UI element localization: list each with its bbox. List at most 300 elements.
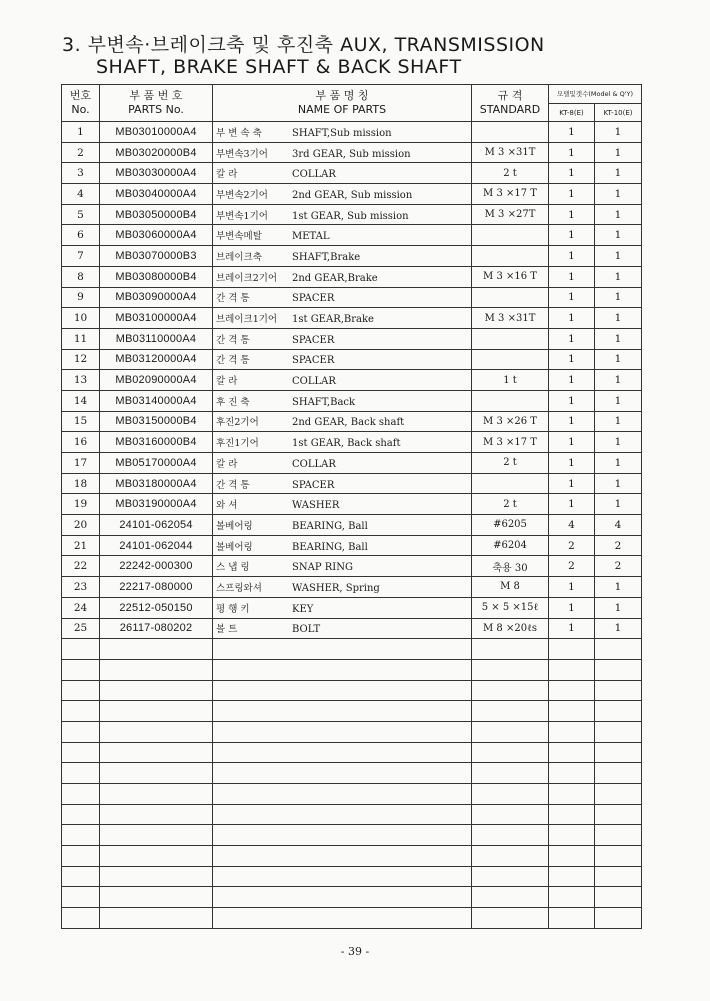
empty-cell [595, 887, 642, 908]
row-number: 21 [62, 535, 100, 556]
table-row [62, 349, 642, 370]
part-standard [472, 349, 549, 370]
part-name-kr: 와 셔 [216, 500, 238, 512]
empty-cell [62, 846, 100, 867]
empty-cell [595, 825, 642, 846]
empty-cell [213, 659, 472, 680]
qty-model-2: 1 [595, 390, 642, 411]
table-row [62, 142, 642, 163]
part-standard: M 8 ×20ℓs [472, 618, 549, 639]
empty-cell [213, 866, 472, 887]
qty-model-1: 1 [549, 266, 595, 287]
part-name [213, 618, 472, 639]
table-row [62, 494, 642, 515]
part-number: 24101-062044 [100, 535, 213, 556]
qty-model-1: 1 [549, 328, 595, 349]
part-name-en: SNAP RING [292, 562, 353, 574]
qty-model-1: 2 [549, 556, 595, 577]
empty-cell [549, 825, 595, 846]
part-name-kr: 간 격 통 [216, 293, 250, 305]
empty-cell [62, 784, 100, 805]
empty-cell [100, 804, 213, 825]
empty-row [62, 639, 642, 660]
table-row [62, 246, 642, 267]
empty-cell [472, 887, 549, 908]
part-name [213, 494, 472, 515]
qty-model-1: 1 [549, 122, 595, 143]
empty-cell [595, 846, 642, 867]
qty-model-1: 2 [549, 535, 595, 556]
part-name-en: SHAFT,Sub mission [292, 127, 392, 139]
part-number: MB03100000A4 [100, 308, 213, 329]
empty-cell [472, 742, 549, 763]
empty-cell [595, 701, 642, 722]
empty-cell [100, 659, 213, 680]
qty-model-1: 1 [549, 577, 595, 598]
header-no-kr: 번호 [69, 89, 92, 102]
empty-cell [549, 846, 595, 867]
empty-cell [472, 763, 549, 784]
header-name-kr: 부 품 명 칭 [315, 89, 369, 102]
qty-model-2: 1 [595, 349, 642, 370]
empty-cell [213, 742, 472, 763]
row-number: 25 [62, 618, 100, 639]
empty-cell [213, 846, 472, 867]
empty-cell [472, 825, 549, 846]
row-number: 12 [62, 349, 100, 370]
empty-cell [549, 908, 595, 929]
part-standard: M 3 ×27T [472, 204, 549, 225]
empty-cell [62, 701, 100, 722]
part-number: MB03050000B4 [100, 204, 213, 225]
empty-row [62, 701, 642, 722]
empty-row [62, 825, 642, 846]
part-name [213, 225, 472, 246]
empty-cell [472, 908, 549, 929]
part-name-en: SPACER [292, 479, 335, 491]
empty-cell [595, 680, 642, 701]
empty-cell [62, 825, 100, 846]
part-name [213, 287, 472, 308]
part-name [213, 184, 472, 205]
qty-model-2: 1 [595, 246, 642, 267]
part-name [213, 556, 472, 577]
part-name [213, 328, 472, 349]
header-model-1: KT-8(E) [549, 104, 595, 122]
table-row [62, 204, 642, 225]
header-part-no-kr: 부 품 번 호 [129, 89, 183, 102]
empty-cell [472, 680, 549, 701]
empty-cell [472, 866, 549, 887]
empty-cell [213, 887, 472, 908]
part-standard: M 3 ×17 T [472, 184, 549, 205]
row-number: 11 [62, 328, 100, 349]
part-name-kr: 부 변 속 축 [216, 127, 262, 139]
part-name [213, 246, 472, 267]
title-line-1: 3. 부변속·브레이크축 및 후진축 AUX, TRANSMISSION [62, 34, 545, 56]
qty-model-2: 1 [595, 308, 642, 329]
row-number: 2 [62, 142, 100, 163]
table-row [62, 556, 642, 577]
part-name-en: BEARING, Ball [292, 520, 368, 532]
qty-model-2: 1 [595, 432, 642, 453]
part-name [213, 122, 472, 143]
empty-cell [100, 763, 213, 784]
part-number: MB03150000B4 [100, 411, 213, 432]
empty-cell [549, 721, 595, 742]
qty-model-1: 1 [549, 308, 595, 329]
table-row [62, 328, 642, 349]
empty-cell [213, 721, 472, 742]
empty-cell [62, 763, 100, 784]
table-row [62, 184, 642, 205]
qty-model-2: 1 [595, 453, 642, 474]
empty-row [62, 846, 642, 867]
qty-model-1: 1 [549, 390, 595, 411]
part-name [213, 142, 472, 163]
part-name [213, 370, 472, 391]
row-number: 24 [62, 597, 100, 618]
empty-cell [100, 742, 213, 763]
empty-cell [62, 680, 100, 701]
part-name-kr: 칼 라 [216, 169, 238, 181]
part-name [213, 308, 472, 329]
qty-model-2: 1 [595, 122, 642, 143]
empty-cell [595, 659, 642, 680]
qty-model-2: 1 [595, 287, 642, 308]
empty-cell [549, 804, 595, 825]
part-standard: 2 t [472, 494, 549, 515]
empty-cell [213, 701, 472, 722]
empty-row [62, 804, 642, 825]
empty-row [62, 680, 642, 701]
part-name-kr: 부변속3기어 [216, 148, 268, 160]
part-name-kr: 후진1기어 [216, 438, 259, 450]
empty-row [62, 721, 642, 742]
qty-model-1: 1 [549, 453, 595, 474]
table-row [62, 308, 642, 329]
part-name-en: 2nd GEAR, Sub mission [292, 189, 413, 201]
qty-model-2: 1 [595, 204, 642, 225]
part-name-kr: 볼베어링 [216, 520, 253, 532]
qty-model-1: 1 [549, 287, 595, 308]
empty-cell [213, 908, 472, 929]
part-number: 22512-050150 [100, 597, 213, 618]
empty-cell [595, 721, 642, 742]
row-number: 4 [62, 184, 100, 205]
qty-model-1: 1 [549, 411, 595, 432]
title-line-2: SHAFT, BRAKE SHAFT & BACK SHAFT [96, 56, 462, 78]
empty-cell [549, 701, 595, 722]
part-standard: M 8 [472, 577, 549, 598]
qty-model-1: 1 [549, 204, 595, 225]
part-name-kr: 평 행 키 [216, 603, 250, 615]
part-name [213, 453, 472, 474]
empty-row [62, 908, 642, 929]
qty-model-2: 2 [595, 535, 642, 556]
table-row [62, 597, 642, 618]
empty-cell [549, 639, 595, 660]
part-name [213, 163, 472, 184]
empty-cell [549, 784, 595, 805]
qty-model-1: 1 [549, 163, 595, 184]
empty-cell [100, 639, 213, 660]
part-number: 24101-062054 [100, 515, 213, 536]
header-no-en: No. [71, 103, 90, 116]
part-name-en: 1st GEAR,Brake [292, 314, 374, 326]
qty-model-2: 1 [595, 370, 642, 391]
part-name-en: 1st GEAR, Sub mission [292, 210, 409, 222]
part-name-kr: 브레이크1기어 [216, 314, 278, 326]
part-standard: 2 t [472, 453, 549, 474]
part-number: MB03030000A4 [100, 163, 213, 184]
part-name-kr: 부변속메탈 [216, 231, 262, 243]
part-name [213, 535, 472, 556]
part-standard: 2 t [472, 163, 549, 184]
empty-cell [472, 701, 549, 722]
part-standard: M 3 ×16 T [472, 266, 549, 287]
header-part-no-en: PARTS No. [128, 103, 184, 116]
table-row [62, 515, 642, 536]
header-standard-en: STANDARD [479, 103, 541, 116]
part-name-en: SHAFT,Brake [292, 251, 361, 263]
part-name [213, 515, 472, 536]
empty-cell [549, 680, 595, 701]
empty-cell [100, 701, 213, 722]
empty-row [62, 763, 642, 784]
part-number: 22242-000300 [100, 556, 213, 577]
part-name-kr: 간 격 통 [216, 479, 250, 491]
header-model-qty: 모델및갯수(Model & Q'Y) [549, 85, 642, 104]
empty-cell [472, 846, 549, 867]
row-number: 18 [62, 473, 100, 494]
empty-cell [213, 680, 472, 701]
qty-model-2: 2 [595, 556, 642, 577]
empty-cell [472, 804, 549, 825]
part-name [213, 349, 472, 370]
empty-cell [595, 639, 642, 660]
qty-model-1: 1 [549, 349, 595, 370]
empty-cell [100, 866, 213, 887]
empty-cell [62, 887, 100, 908]
part-standard [472, 287, 549, 308]
part-name-kr: 부변속1기어 [216, 210, 268, 222]
empty-cell [549, 763, 595, 784]
header-standard [472, 85, 549, 122]
empty-cell [62, 866, 100, 887]
empty-row [62, 659, 642, 680]
empty-cell [62, 721, 100, 742]
qty-model-2: 1 [595, 266, 642, 287]
part-name-en: SPACER [292, 334, 335, 346]
part-name-en: METAL [292, 231, 330, 243]
part-number: MB05170000A4 [100, 453, 213, 474]
empty-cell [595, 866, 642, 887]
header-standard-kr: 규 격 [497, 89, 523, 102]
part-number: MB03060000A4 [100, 225, 213, 246]
part-standard [472, 473, 549, 494]
empty-cell [100, 846, 213, 867]
row-number: 19 [62, 494, 100, 515]
part-name-en: WASHER [292, 500, 340, 512]
part-standard [472, 390, 549, 411]
header-no [62, 85, 100, 122]
empty-cell [62, 908, 100, 929]
table-row [62, 122, 642, 143]
part-number: MB03080000B4 [100, 266, 213, 287]
part-number: MB03120000A4 [100, 349, 213, 370]
empty-cell [100, 784, 213, 805]
empty-cell [549, 659, 595, 680]
part-name-en: WASHER, Spring [292, 582, 380, 594]
row-number: 1 [62, 122, 100, 143]
empty-cell [472, 721, 549, 742]
qty-model-2: 1 [595, 142, 642, 163]
part-name-kr: 칼 라 [216, 376, 238, 388]
part-name [213, 473, 472, 494]
empty-cell [595, 804, 642, 825]
table-header-row [62, 85, 642, 104]
empty-cell [100, 908, 213, 929]
qty-model-2: 1 [595, 163, 642, 184]
table-row [62, 287, 642, 308]
part-name-en: 2nd GEAR, Back shaft [292, 417, 405, 429]
part-number: MB03160000B4 [100, 432, 213, 453]
part-standard: 5 × 5 ×15ℓ [472, 597, 549, 618]
table-row [62, 432, 642, 453]
qty-model-1: 1 [549, 618, 595, 639]
table-row [62, 577, 642, 598]
qty-model-2: 1 [595, 184, 642, 205]
empty-cell [595, 742, 642, 763]
part-name-kr: 스프링와셔 [216, 582, 262, 594]
table-row [62, 453, 642, 474]
qty-model-1: 1 [549, 142, 595, 163]
header-name [213, 85, 472, 122]
empty-cell [62, 639, 100, 660]
part-number: MB03140000A4 [100, 390, 213, 411]
empty-cell [100, 680, 213, 701]
part-name-en: 3rd GEAR, Sub mission [292, 148, 411, 160]
empty-cell [549, 866, 595, 887]
empty-cell [549, 742, 595, 763]
part-name-kr: 간 격 통 [216, 355, 250, 367]
empty-cell [213, 639, 472, 660]
page-title [62, 34, 662, 78]
empty-row [62, 866, 642, 887]
part-name [213, 204, 472, 225]
part-name [213, 597, 472, 618]
empty-cell [100, 825, 213, 846]
part-standard [472, 246, 549, 267]
part-name-en: COLLAR [292, 169, 336, 181]
part-standard: #6204 [472, 535, 549, 556]
part-name-kr: 브레이크축 [216, 251, 262, 263]
part-name-kr: 볼 트 [216, 624, 238, 636]
table-row [62, 390, 642, 411]
qty-model-1: 1 [549, 225, 595, 246]
qty-model-1: 1 [549, 246, 595, 267]
part-standard: #6205 [472, 515, 549, 536]
qty-model-1: 1 [549, 597, 595, 618]
qty-model-2: 1 [595, 494, 642, 515]
part-number: MB02090000A4 [100, 370, 213, 391]
qty-model-2: 1 [595, 577, 642, 598]
qty-model-1: 4 [549, 515, 595, 536]
empty-cell [213, 784, 472, 805]
part-name [213, 390, 472, 411]
table-row [62, 473, 642, 494]
empty-cell [472, 659, 549, 680]
qty-model-1: 1 [549, 432, 595, 453]
part-standard [472, 122, 549, 143]
empty-cell [62, 742, 100, 763]
empty-cell [213, 763, 472, 784]
part-name-en: COLLAR [292, 376, 336, 388]
part-number: MB03070000B3 [100, 246, 213, 267]
part-number: 22217-080000 [100, 577, 213, 598]
row-number: 15 [62, 411, 100, 432]
table-body [62, 122, 642, 929]
table-row [62, 535, 642, 556]
qty-model-2: 1 [595, 618, 642, 639]
empty-cell [472, 784, 549, 805]
empty-cell [595, 784, 642, 805]
row-number: 5 [62, 204, 100, 225]
part-name-en: BOLT [292, 624, 321, 636]
part-name-kr: 후진2기어 [216, 417, 259, 429]
empty-cell [213, 804, 472, 825]
qty-model-2: 4 [595, 515, 642, 536]
row-number: 7 [62, 246, 100, 267]
page-number: - 39 - [340, 945, 370, 958]
row-number: 10 [62, 308, 100, 329]
part-name-en: SPACER [292, 355, 335, 367]
table-row [62, 411, 642, 432]
part-number: 26117-080202 [100, 618, 213, 639]
part-name-en: SHAFT,Back [292, 396, 356, 408]
row-number: 22 [62, 556, 100, 577]
part-standard: 1 t [472, 370, 549, 391]
part-number: MB03180000A4 [100, 473, 213, 494]
part-name-kr: 부변속2기어 [216, 189, 268, 201]
part-name-kr: 칼 라 [216, 458, 238, 470]
empty-row [62, 887, 642, 908]
empty-cell [100, 721, 213, 742]
part-name-en: 1st GEAR, Back shaft [292, 438, 401, 450]
part-name-en: COLLAR [292, 458, 336, 470]
part-standard: 축용 30 [472, 556, 549, 577]
empty-row [62, 784, 642, 805]
part-name-kr: 후 진 축 [216, 396, 250, 408]
empty-cell [62, 659, 100, 680]
part-name-en: KEY [292, 603, 314, 615]
part-number: MB03110000A4 [100, 328, 213, 349]
empty-row [62, 742, 642, 763]
part-name-kr: 브레이크2기어 [216, 272, 278, 284]
part-standard [472, 225, 549, 246]
table-row [62, 163, 642, 184]
part-standard [472, 328, 549, 349]
empty-cell [595, 763, 642, 784]
row-number: 9 [62, 287, 100, 308]
row-number: 20 [62, 515, 100, 536]
qty-model-1: 1 [549, 370, 595, 391]
header-model-2: KT-10(E) [595, 104, 642, 122]
header-name-en: NAME OF PARTS [297, 103, 387, 116]
part-number: MB03010000A4 [100, 122, 213, 143]
row-number: 13 [62, 370, 100, 391]
